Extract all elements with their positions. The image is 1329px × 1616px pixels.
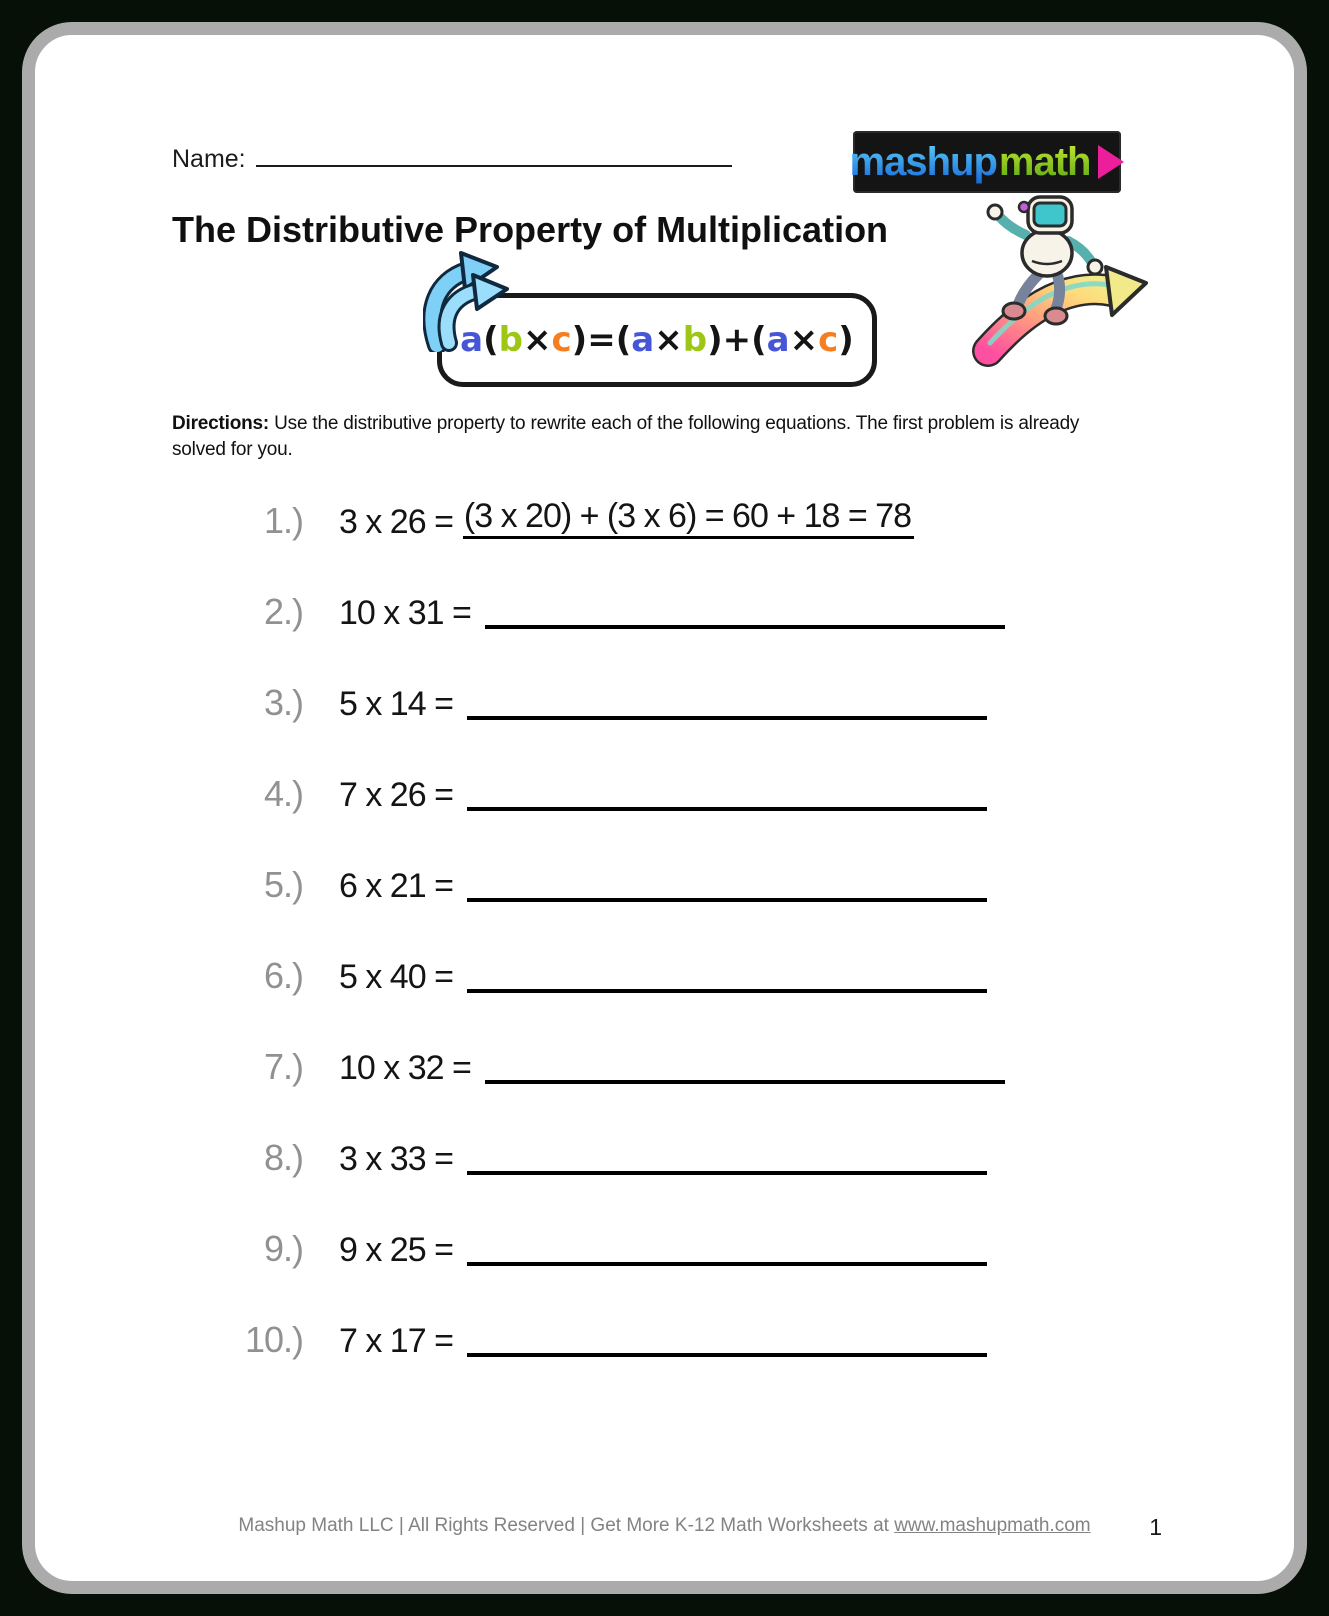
name-row — [172, 135, 732, 174]
footer-text: Mashup Math LLC | All Rights Reserved | Get More K-12 Math Worksheets at — [238, 1515, 895, 1536]
answer-blank — [467, 898, 987, 902]
footer — [35, 1515, 1294, 1537]
problem-equation: 10 x 32 = — [339, 1049, 471, 1087]
formula-seg: ( — [483, 320, 499, 360]
problem-row — [213, 946, 1013, 994]
formula-seg: × — [654, 320, 683, 360]
formula-seg: × — [523, 320, 552, 360]
answer-blank — [467, 807, 987, 811]
directions-text: Use the distributive property to rewrite each of the following equations. The first problem is already solved for you. — [172, 413, 1080, 460]
formula-seg: b — [498, 320, 524, 360]
formula-seg: ) — [571, 320, 588, 360]
problem-number: 9.) — [263, 1228, 303, 1269]
formula-seg: a — [460, 320, 484, 360]
problem-answer: (3 x 20) + (3 x 6) = 60 + 18 = 78 — [463, 499, 914, 539]
problem-equation: 7 x 26 = — [339, 776, 453, 814]
problem-row — [213, 491, 1013, 539]
problem-number: 5.) — [263, 864, 303, 905]
worksheet-page — [22, 22, 1307, 1594]
problem-number: 1.) — [263, 500, 303, 541]
problem-row — [213, 1310, 1013, 1358]
problem-row — [213, 673, 1013, 721]
answer-blank — [485, 1080, 1005, 1084]
problem-number: 10.) — [244, 1319, 303, 1360]
formula-seg: = — [587, 320, 616, 360]
problem-number: 6.) — [263, 955, 303, 996]
problem-equation: 3 x 33 = — [339, 1140, 453, 1178]
logo-text-mashup: mashup — [849, 139, 997, 184]
directions — [172, 411, 1117, 462]
answer-blank — [467, 716, 987, 720]
problem-row — [213, 1219, 1013, 1267]
answer-blank — [467, 989, 987, 993]
problem-number: 4.) — [263, 773, 303, 814]
problem-number: 8.) — [263, 1137, 303, 1178]
problem-row — [213, 855, 1013, 903]
directions-label: Directions: — [172, 413, 270, 434]
formula-seg: + — [722, 320, 752, 360]
problems-list — [213, 491, 1013, 1401]
curved-arrow-icon — [423, 247, 528, 352]
answer-blank — [485, 625, 1005, 629]
problem-row — [213, 1128, 1013, 1176]
formula-seg: c — [818, 320, 839, 360]
play-triangle-icon — [1098, 145, 1124, 179]
answer-blank — [467, 1262, 987, 1266]
problem-equation: 10 x 31 = — [339, 594, 471, 632]
problem-equation: 5 x 40 = — [339, 958, 453, 996]
problem-number: 2.) — [263, 591, 303, 632]
footer-link[interactable]: www.mashupmath.com — [894, 1515, 1091, 1536]
page-number: 1 — [1149, 1514, 1162, 1540]
formula-seg: a — [766, 320, 790, 360]
page-title: The Distributive Property of Multiplication — [172, 209, 889, 250]
problem-number: 3.) — [263, 682, 303, 723]
problem-row — [213, 1037, 1013, 1085]
name-label: Name: — [172, 145, 246, 173]
problem-row — [213, 764, 1013, 812]
formula-seg: ) — [707, 320, 723, 360]
problem-row — [213, 582, 1013, 630]
problem-equation: 5 x 14 = — [339, 685, 453, 723]
name-blank-line — [256, 135, 732, 167]
answer-blank — [467, 1353, 987, 1357]
formula-seg: ) — [838, 320, 854, 360]
robot-rainbow-illustration — [960, 183, 1155, 368]
problem-equation: 9 x 25 = — [339, 1231, 453, 1269]
formula-seg: b — [682, 320, 708, 360]
formula-seg: c — [551, 320, 572, 360]
problem-equation: 6 x 21 = — [339, 867, 453, 905]
formula-seg: ( — [751, 320, 767, 360]
problem-equation: 3 x 26 = — [339, 503, 453, 541]
formula-seg: × — [789, 320, 819, 360]
formula-seg: a — [631, 320, 655, 360]
logo-text-math: math — [998, 139, 1091, 184]
formula-seg: ( — [615, 320, 632, 360]
answer-blank — [467, 1171, 987, 1175]
problem-equation: 7 x 17 = — [339, 1322, 453, 1360]
problem-number: 7.) — [263, 1046, 303, 1087]
